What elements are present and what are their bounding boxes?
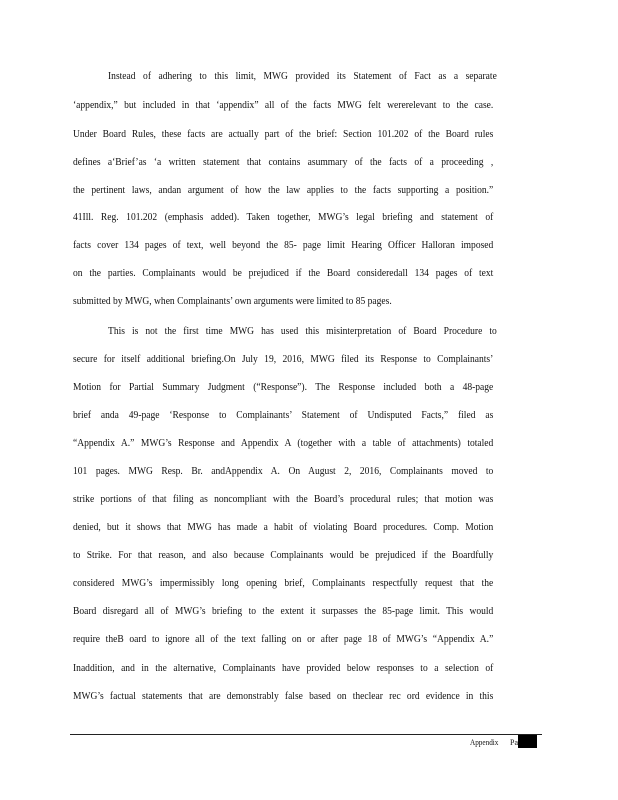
footer-label: Appendix	[470, 738, 499, 747]
paragraph-2-line-8: denied, but it shows that MWG has made a habit of violating Board procedures. Comp. Motion	[73, 522, 494, 533]
paragraph-1-line-2: ‘appendix,” but included in that ‘appendix” all of the facts MWG felt wererelevant to the case.	[73, 100, 494, 111]
paragraph-1-line-9: submitted by MWG, when Complainants’ own arguments were limited to 85 pages.	[73, 296, 392, 307]
paragraph-1-line-4: defines a‘Brief’as ‘a written statement that contains asummary of the facts of a proceeding ,	[73, 157, 494, 168]
paragraph-2-line-14: MWG’s factual statements that are demonstrably false based on theclear rec ord evidence in this	[73, 691, 494, 702]
paragraph-2-line-1: This is not the first time MWG has used this misinterpretation of Board Procedure to	[108, 326, 497, 337]
paragraph-2-line-6: 101 pages. MWG Resp. Br. andAppendix A. On August 2, 2016, Complainants moved to	[73, 466, 494, 477]
paragraph-2-line-12: require theB oard to ignore all of the text falling on or after page 18 of MWG’s “Appendix A.”	[73, 634, 494, 645]
paragraph-2-line-7: strike portions of that filing as noncompliant with the Board’s procedural rules; that motion was	[73, 494, 494, 505]
paragraph-2-line-9: to Strike. For that reason, and also because Complainants would be prejudiced if the Boardfully	[73, 550, 494, 561]
paragraph-2-line-2: secure for itself additional briefing.On July 19, 2016, MWG filed its Response to Complainants’	[73, 354, 494, 365]
paragraph-1-line-8: on the parties. Complainants would be prejudiced if the Board consideredall 134 pages of text	[73, 268, 494, 279]
paragraph-2-line-4: brief anda 49-page ‘Response to Complainants’ Statement of Undisputed Facts,” filed as	[73, 410, 494, 421]
paragraph-1-line-5: the pertinent laws, andan argument of how the law applies to the facts supporting a position.”	[73, 185, 494, 196]
paragraph-2-line-5: “Appendix A.” MWG’s Response and Appendix A (together with a table of attachments) totaled	[73, 438, 494, 449]
paragraph-2-line-13: Inaddition, and in the alternative, Complainants have provided below responses to a selection of	[73, 663, 494, 674]
paragraph-2-line-11: Board disregard all of MWG’s briefing to the extent it surpasses the 85-page limit. This would	[73, 606, 494, 617]
paragraph-1-line-3: Under Board Rules, these facts are actually part of the brief: Section 101.202 of the Board rules	[73, 129, 494, 140]
paragraph-2-line-3: Motion for Partial Summary Judgment (“Response”). The Response included both a 48-page	[73, 382, 494, 393]
footer-page-prefix: Pa	[510, 738, 518, 747]
paragraph-2-line-10: considered MWG’s impermissibly long opening brief, Complainants respectfully request that the	[73, 578, 494, 589]
paragraph-1-line-6: 41Ill. Reg. 101.202 (emphasis added). Taken together, MWG’s legal briefing and statement of	[73, 212, 494, 223]
paragraph-1-line-1: Instead of adhering to this limit, MWG provided its Statement of Fact as a separate	[108, 71, 497, 82]
paragraph-1-line-7: facts cover 134 pages of text, well beyond the 85- page limit Hearing Officer Halloran imposed	[73, 240, 494, 251]
footer-rule	[70, 734, 542, 735]
page-number-box	[518, 735, 537, 748]
